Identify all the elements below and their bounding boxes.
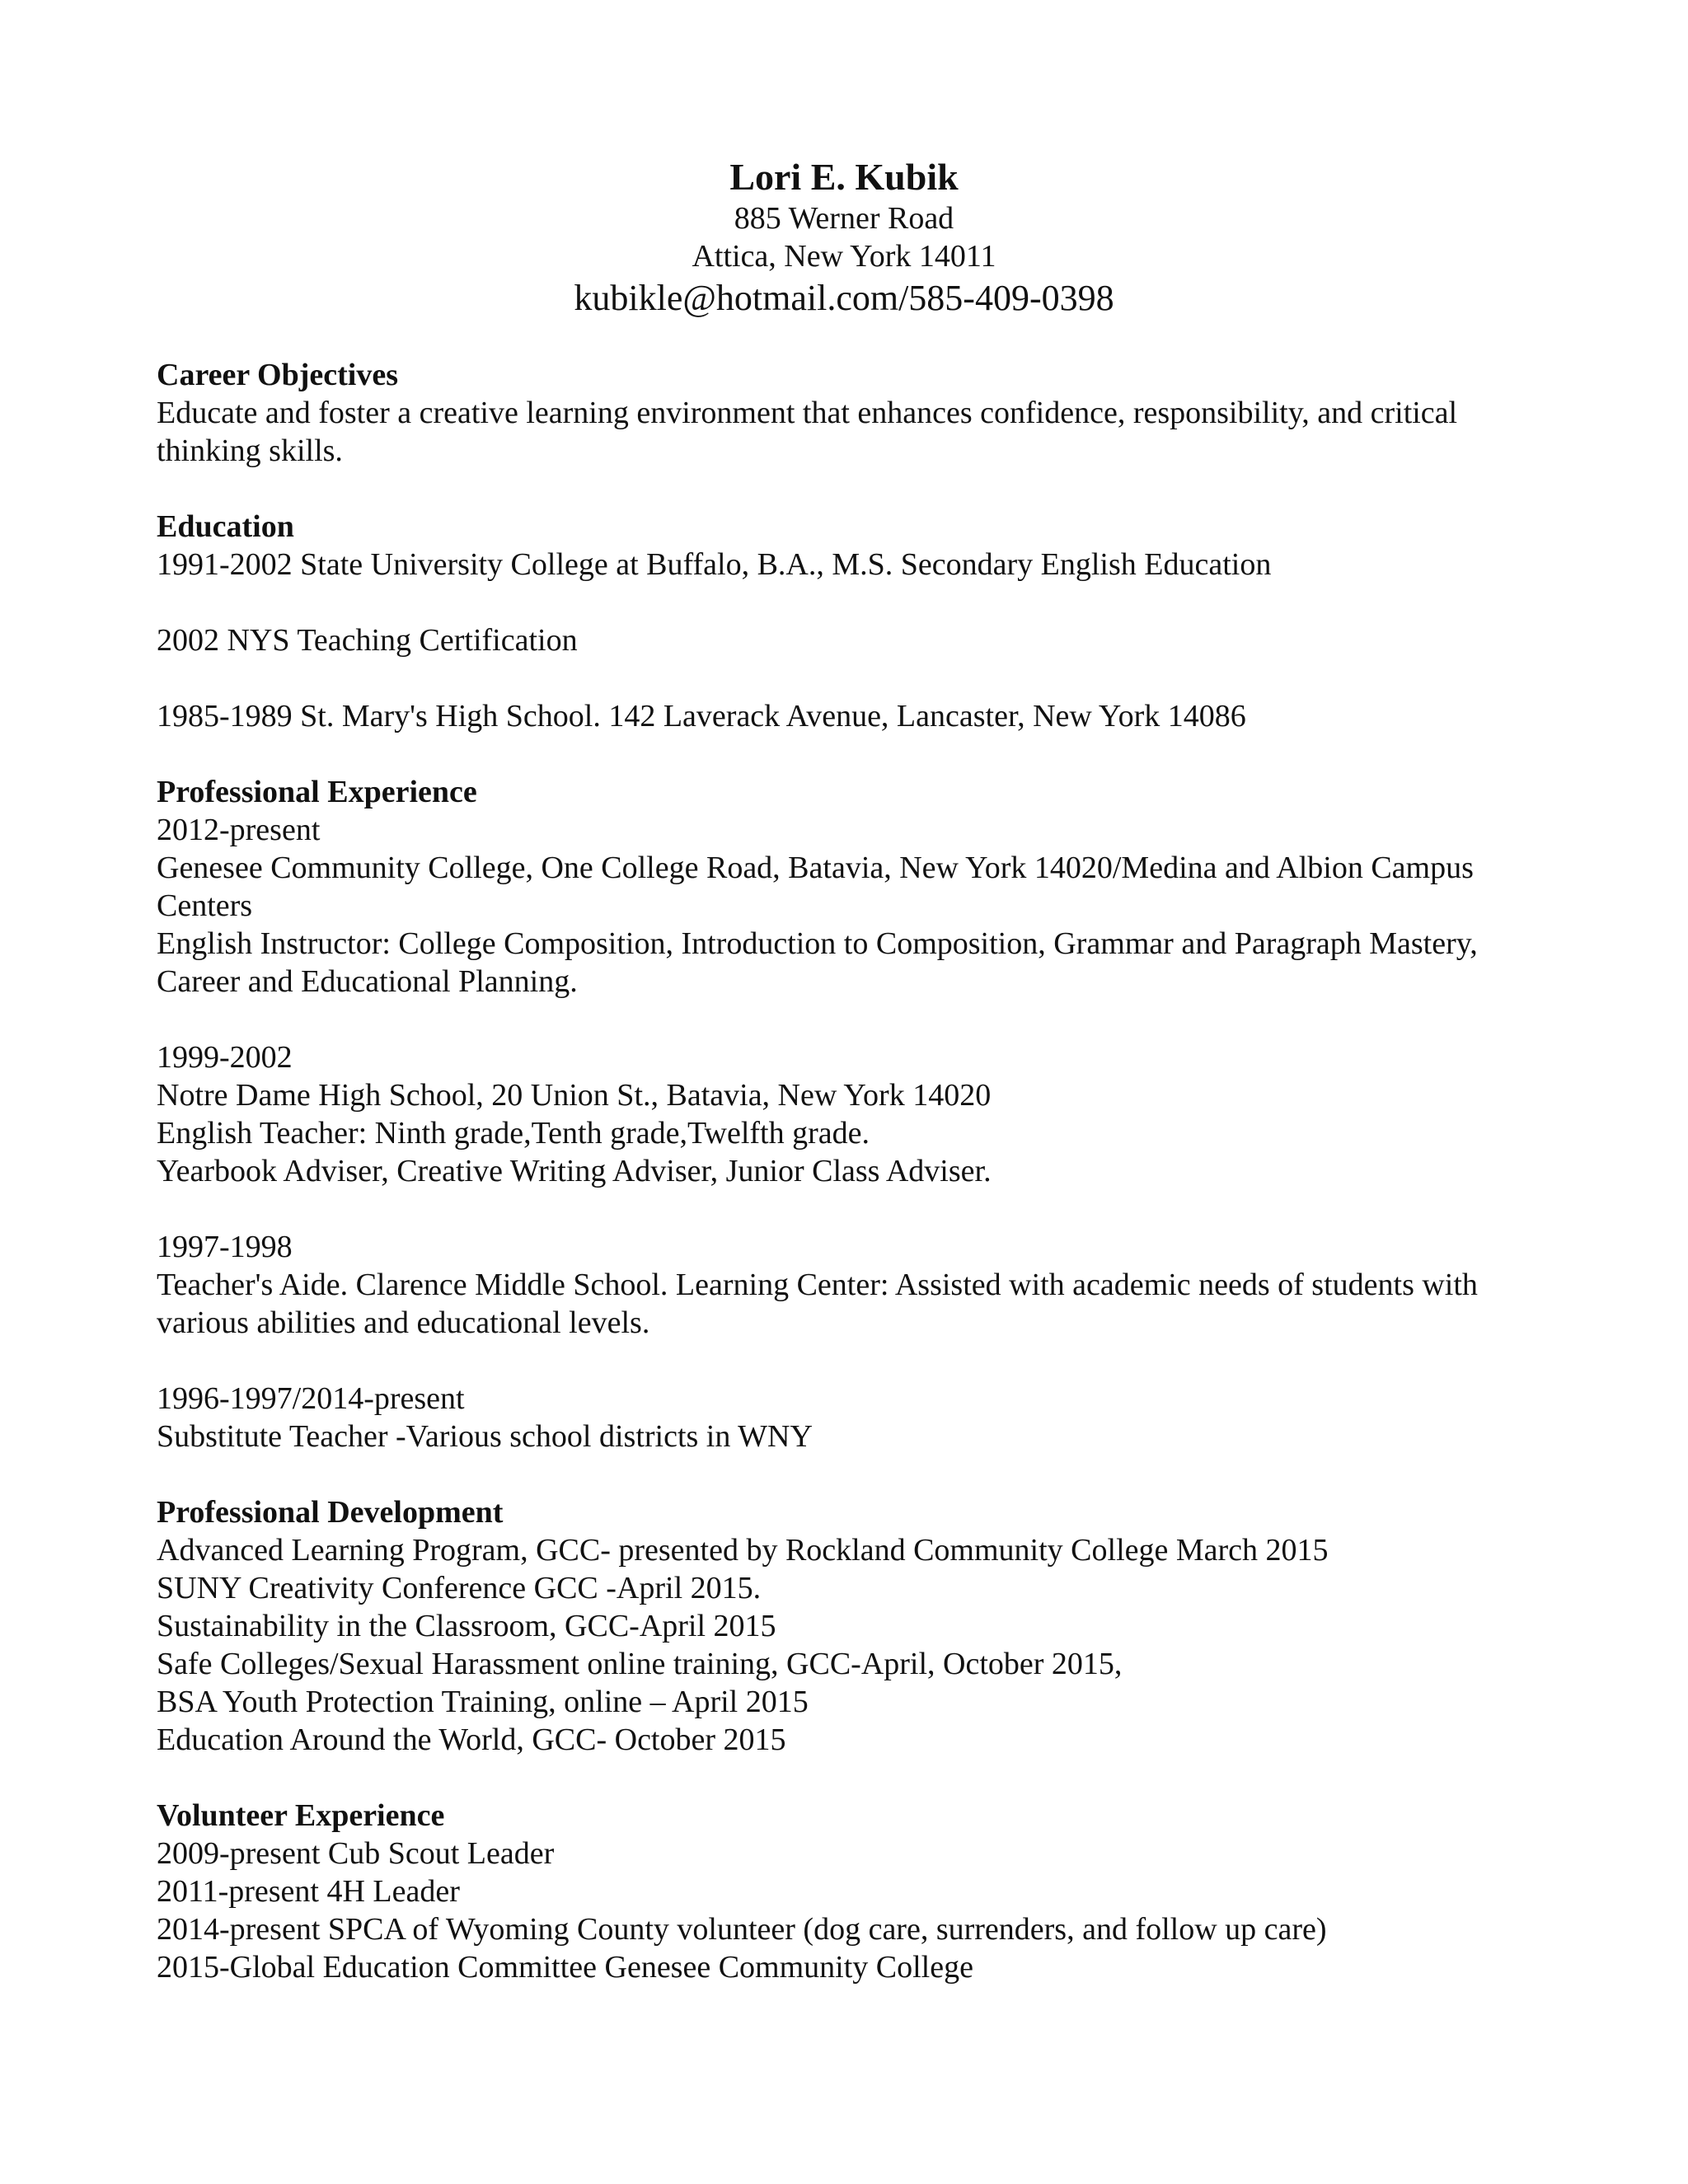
development-item: Sustainability in the Classroom, GCC-April 2015 <box>157 1609 776 1643</box>
professional-development-section <box>157 1493 1558 1759</box>
applicant-name: Lori E. Kubik <box>729 156 959 198</box>
volunteer-item: 2014-present SPCA of Wyoming County volunteer (dog care, surrenders, and follow up care) <box>157 1912 1327 1947</box>
education-item <box>157 697 1558 735</box>
experience-line: English Teacher: Ninth grade,Tenth grade,Twelfth grade. <box>157 1116 870 1151</box>
section-heading: Professional Experience <box>157 775 477 809</box>
resume-body <box>157 356 1558 2024</box>
education-section <box>157 508 1558 735</box>
experience-line: Substitute Teacher -Various school districts in WNY <box>157 1419 813 1454</box>
experience-line: Genesee Community College, One College Road, Batavia, New York 14020/Medina and Albion Campus Centers <box>157 851 1474 923</box>
email-phone: kubikle@hotmail.com/585-409-0398 <box>574 278 1114 318</box>
education-item <box>157 546 1558 583</box>
education-item-text: 1985-1989 St. Mary's High School. 142 Laverack Avenue, Lancaster, New York 14086 <box>157 699 1246 733</box>
experience-line: English Instructor: College Composition, Introduction to Composition, Grammar and Paragraph Mastery, Career and Educational Planning. <box>157 926 1478 999</box>
experience-entry <box>157 811 1558 1001</box>
experience-years: 1997-1998 <box>157 1230 293 1264</box>
street-address: 885 Werner Road <box>734 201 954 236</box>
experience-entry <box>157 1228 1558 1342</box>
volunteer-item: 2011-present 4H Leader <box>157 1874 460 1909</box>
section-heading: Education <box>157 509 294 544</box>
development-item: Safe Colleges/Sexual Harassment online training, GCC-April, October 2015, <box>157 1647 1123 1681</box>
development-item: SUNY Creativity Conference GCC -April 2015. <box>157 1571 762 1605</box>
experience-years: 1996-1997/2014-present <box>157 1381 465 1416</box>
section-heading: Professional Development <box>157 1495 504 1530</box>
section-heading: Career Objectives <box>157 358 398 392</box>
experience-entry <box>157 1038 1558 1190</box>
career-objective-text: Educate and foster a creative learning environment that enhances confidence, responsibility, and critical thinking skills. <box>157 396 1458 468</box>
volunteer-experience-section <box>157 1797 1558 1986</box>
volunteer-item: 2015-Global Education Committee Genesee Community College <box>157 1950 973 1985</box>
development-item: BSA Youth Protection Training, online – April 2015 <box>157 1685 809 1719</box>
city-state-zip: Attica, New York 14011 <box>692 239 996 274</box>
career-objectives-section <box>157 356 1558 470</box>
development-item: Advanced Learning Program, GCC- presented by Rockland Community College March 2015 <box>157 1533 1329 1568</box>
education-item-text: 1991-2002 State University College at Buffalo, B.A., M.S. Secondary English Education <box>157 547 1272 582</box>
section-heading: Volunteer Experience <box>157 1798 445 1833</box>
experience-years: 1999-2002 <box>157 1040 293 1075</box>
education-item-text: 2002 NYS Teaching Certification <box>157 623 578 658</box>
professional-experience-section <box>157 773 1558 1455</box>
volunteer-item: 2009-present Cub Scout Leader <box>157 1836 555 1871</box>
development-item: Education Around the World, GCC- October 2015 <box>157 1722 786 1757</box>
experience-line: Notre Dame High School, 20 Union St., Batavia, New York 14020 <box>157 1078 992 1113</box>
experience-line: Teacher's Aide. Clarence Middle School. Learning Center: Assisted with academic needs of students with various abilities and educational levels. <box>157 1268 1478 1340</box>
experience-line: Yearbook Adviser, Creative Writing Adviser, Junior Class Adviser. <box>157 1154 992 1188</box>
experience-years: 2012-present <box>157 813 321 847</box>
experience-entry <box>157 1380 1558 1455</box>
education-item <box>157 621 1558 659</box>
resume-header <box>0 155 1688 321</box>
